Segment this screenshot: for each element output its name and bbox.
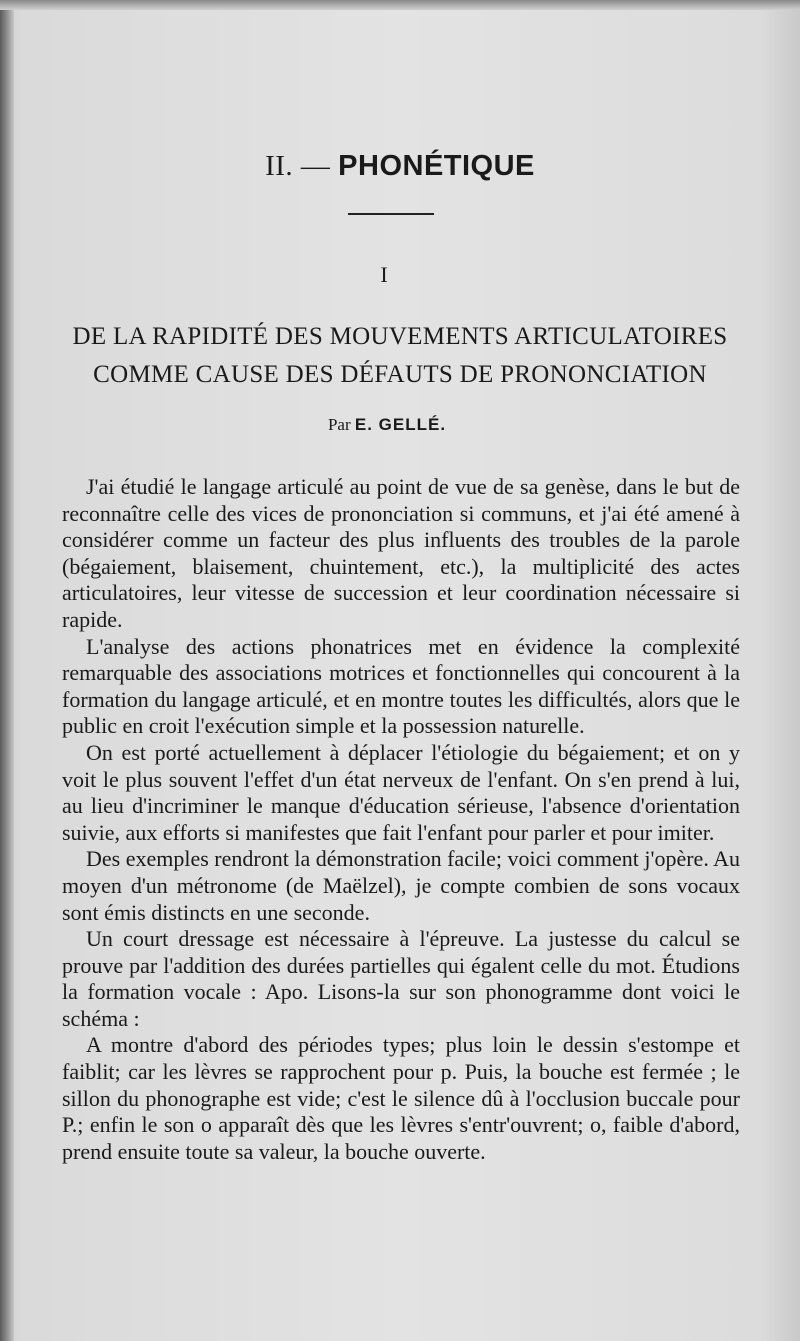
- section-heading: [0, 150, 800, 183]
- paragraph: Des exemples rendront la démonstration facile; voici comment j'opère. Au moyen d'un métronome (de Maëlzel), je compte combien de sons vocaux sont émis distincts en une seconde.: [62, 846, 740, 925]
- byline-prefix: Par: [327, 415, 351, 434]
- article-title-line: DE LA RAPIDITÉ DES MOUVEMENTS ARTICULATOIRES: [72, 323, 728, 350]
- page-binding-shadow: [0, 0, 14, 1341]
- paragraph: Un court dressage est nécessaire à l'épreuve. La justesse du calcul se prouve par l'addition des durées partielles qui égalent celle du mot. Étudions la formation vocale : Apo. Lisons-la sur son phonogramme dont voici le schéma :: [62, 926, 740, 1031]
- article-body: [62, 474, 740, 1165]
- paragraph: J'ai étudié le langage articulé au point de vue de sa genèse, dans le but de reconnaître celle des vices de prononciation si communs, et j'ai été amené à considérer comme un facteur des plus influents des troubles de la parole (bégaiement, blaisement, chuintement, etc.), la multiplicité des actes articulatoires, leur vitesse de succession et leur coordination nécessaire si rapide.: [62, 474, 740, 632]
- article-title: [0, 318, 800, 394]
- paragraph: On est porté actuellement à déplacer l'étiologie du bégaiement; et on y voit le plus souvent l'effet d'un état nerveux de l'enfant. On s'en prend à lui, au lieu d'incriminer le manque d'éducation sérieuse, l'absence d'orientation suivie, aux efforts si manifestes que fait l'enfant pour parler et pour imiter.: [62, 739, 740, 845]
- article-number: I: [380, 262, 388, 287]
- byline: [0, 415, 774, 435]
- section-name: PHONÉTIQUE: [338, 150, 535, 182]
- paragraph: L'analyse des actions phonatrices met en évidence la complexité remarquable des associations motrices et fonctionnelles qui concourent à la formation du langage articulé, et en montre toutes les difficultés, alors que le public en croit l'exécution simple et la possession naturelle.: [62, 633, 740, 739]
- section-number: II. —: [265, 150, 331, 182]
- heading-divider: [348, 213, 434, 215]
- paragraph: A montre d'abord des périodes types; plus loin le dessin s'estompe et faiblit; car les lèvres se rapprochent pour p. Puis, la bouche est fermée ; le sillon du phonographe est vide; c'est le silence dû à l'occlusion buccale pour P.; enfin le son o apparaît dès que les lèvres s'entr'ouvrent; o, faible d'abord, prend ensuite toute sa valeur, la bouche ouverte.: [62, 1032, 740, 1164]
- article-title-line: COMME CAUSE DES DÉFAUTS DE PRONONCIATION: [93, 361, 707, 388]
- page-top-shadow: [0, 0, 800, 10]
- author-name: E. GELLÉ.: [354, 415, 447, 434]
